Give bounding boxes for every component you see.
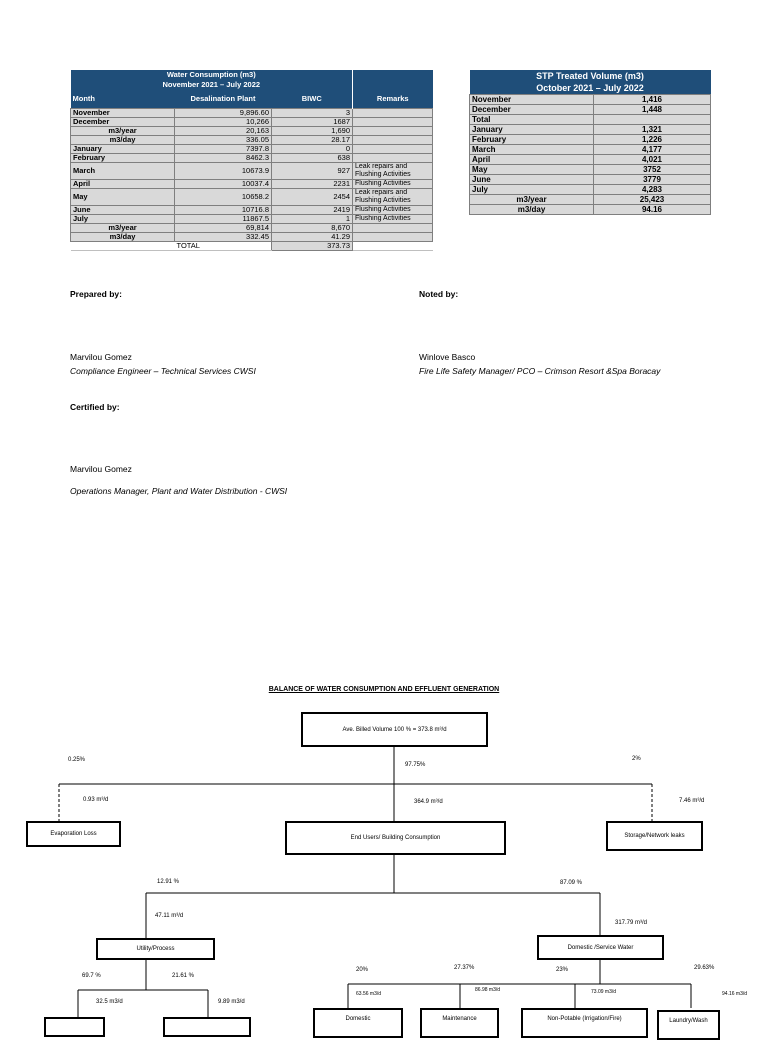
month-cell: m3/day [71, 233, 175, 242]
desalination-cell: 8462.3 [175, 154, 272, 163]
pct-d3-label: 23% [556, 967, 569, 973]
billed-volume-box: Ave. Billed Volume 100 % = 373.8 m³/d [301, 712, 488, 747]
flow-left-label: 0.93 m³/d [83, 797, 109, 803]
non-potable-box: Non-Potable (Irrigation/Fire) [521, 1008, 648, 1038]
water-table-title: Water Consumption (m3) [71, 70, 353, 80]
stp-value-cell: 1,416 [594, 95, 711, 105]
stp-month-cell: May [470, 165, 594, 175]
biwc-cell: 3 [272, 109, 353, 118]
stp-month-cell: March [470, 145, 594, 155]
month-cell: March [71, 163, 175, 180]
biwc-cell: 1687 [272, 118, 353, 127]
desalination-cell: 336.05 [175, 136, 272, 145]
biwc-cell: 41.29 [272, 233, 353, 242]
utility-sub-box-1 [44, 1017, 105, 1037]
pct-left-label: 0.25% [68, 757, 86, 763]
stp-value-cell: 4,283 [594, 185, 711, 195]
desalination-cell: 332.45 [175, 233, 272, 242]
biwc-cell: 8,670 [272, 224, 353, 233]
col-header-biwc: BIWC [272, 90, 353, 109]
remarks-cell: Leak repairs and Flushing Activities [353, 189, 433, 206]
pct-d2-label: 27.37% [454, 965, 475, 971]
prepared-name: Marvilou Gomez [70, 352, 132, 362]
end-users-box: End Users/ Building Consumption [285, 821, 506, 855]
month-cell: May [71, 189, 175, 206]
desalination-cell: 11867.5 [175, 215, 272, 224]
flow-d3-label: 73.09 m3/d [591, 989, 617, 995]
storage-leaks-box: Storage/Network leaks [606, 821, 703, 851]
desalination-cell: 69,814 [175, 224, 272, 233]
biwc-cell: 2231 [272, 180, 353, 189]
pct-d1-label: 20% [356, 967, 369, 973]
flow-d1-label: 63.56 m3/d [356, 991, 382, 997]
maintenance-box: Maintenance [420, 1008, 499, 1038]
flow-right-label: 7.46 m³/d [679, 798, 705, 804]
flow-u1-label: 32.5 m3/d [96, 999, 123, 1005]
noted-by-label: Noted by: [419, 289, 459, 299]
biwc-cell: 927 [272, 163, 353, 180]
domestic-box: Domestic [313, 1008, 403, 1038]
stp-month-cell: January [470, 125, 594, 135]
prepared-by-label: Prepared by: [70, 289, 122, 299]
total-label: TOTAL [175, 242, 272, 251]
month-cell: m3/year [71, 127, 175, 136]
stp-value-cell: 1,226 [594, 135, 711, 145]
biwc-cell: 2454 [272, 189, 353, 206]
month-cell: February [71, 154, 175, 163]
pct-d4-label: 29.63% [694, 965, 715, 971]
pct-domestic-label: 87.09 % [560, 880, 583, 886]
stp-month-cell: July [470, 185, 594, 195]
biwc-cell: 1 [272, 215, 353, 224]
stp-value-cell: 3752 [594, 165, 711, 175]
stp-value-cell: 4,021 [594, 155, 711, 165]
stp-month-cell: June [470, 175, 594, 185]
stp-month-cell: Total [470, 115, 594, 125]
pct-u2-label: 21.61 % [172, 973, 195, 979]
remarks-cell: Flushing Activities [353, 206, 433, 215]
biwc-cell: 0 [272, 145, 353, 154]
stp-month-cell: m3/day [470, 205, 594, 215]
month-cell: m3/year [71, 224, 175, 233]
stp-month-cell: December [470, 105, 594, 115]
flow-u2-label: 9.89 m3/d [218, 999, 245, 1005]
certified-by-label: Certified by: [70, 402, 120, 412]
pct-u1-label: 69.7 % [82, 973, 101, 979]
biwc-cell: 28.17 [272, 136, 353, 145]
flow-d2-label: 86.98 m3/d [475, 987, 501, 993]
remarks-cell: Flushing Activities [353, 180, 433, 189]
month-cell: m3/day [71, 136, 175, 145]
pct-right-label: 2% [632, 756, 641, 762]
remarks-cell: Leak repairs and Flushing Activities [353, 163, 433, 180]
laundry-wash-box: Laundry/Wash [657, 1010, 720, 1040]
utility-process-box: Utility/Process [96, 938, 215, 960]
desalination-cell: 10,266 [175, 118, 272, 127]
prepared-title: Compliance Engineer – Technical Services CWSI [70, 366, 256, 376]
remarks-cell: Flushing Activities [353, 215, 433, 224]
stp-value-cell: 3779 [594, 175, 711, 185]
certified-title: Operations Manager, Plant and Water Distribution - CWSI [70, 486, 288, 496]
certified-name: Marvilou Gomez [70, 464, 132, 474]
stp-table-title: STP Treated Volume (m3) [470, 70, 711, 82]
col-header-remarks: Remarks [353, 90, 433, 109]
flow-d4-label: 94.16 m3/d [722, 991, 748, 997]
stp-month-cell: November [470, 95, 594, 105]
evaporation-loss-box: Evaporation Loss [26, 821, 121, 847]
utility-sub-box-2 [163, 1017, 251, 1037]
month-cell: July [71, 215, 175, 224]
month-cell: November [71, 109, 175, 118]
domestic-service-water-box: Domestic /Service Water [537, 935, 664, 960]
total-value: 373.73 [272, 242, 353, 251]
month-cell: January [71, 145, 175, 154]
month-cell: June [71, 206, 175, 215]
month-cell: April [71, 180, 175, 189]
stp-month-cell: m3/year [470, 195, 594, 205]
stp-month-cell: February [470, 135, 594, 145]
stp-table-period: October 2021 – July 2022 [470, 82, 711, 95]
flow-domestic-label: 317.79 m³/d [615, 920, 648, 926]
stp-value-cell: 4,177 [594, 145, 711, 155]
desalination-cell: 10673.9 [175, 163, 272, 180]
noted-name: Winlove Basco [419, 352, 476, 362]
diagram-title: BALANCE OF WATER CONSUMPTION AND EFFLUENT GENERATION [268, 686, 500, 693]
desalination-cell: 9,896.60 [175, 109, 272, 118]
biwc-cell: 638 [272, 154, 353, 163]
stp-value-cell: 1,448 [594, 105, 711, 115]
stp-month-cell: April [470, 155, 594, 165]
flow-mid-label: 364.9 m³/d [414, 799, 443, 805]
stp-value-cell: 94.16 [594, 205, 711, 215]
desalination-cell: 10037.4 [175, 180, 272, 189]
col-header-month: Month [71, 90, 175, 109]
water-table-period: November 2021 – July 2022 [71, 80, 353, 90]
col-header-desalination: Desalination Plant [175, 90, 272, 109]
desalination-cell: 10716.8 [175, 206, 272, 215]
desalination-cell: 10658.2 [175, 189, 272, 206]
month-cell: December [71, 118, 175, 127]
pct-utility-label: 12.91 % [157, 879, 180, 885]
noted-title: Fire Life Safety Manager/ PCO – Crimson Resort &Spa Boracay [419, 366, 661, 376]
desalination-cell: 7397.8 [175, 145, 272, 154]
pct-mid-label: 97.75% [405, 762, 426, 768]
biwc-cell: 1,690 [272, 127, 353, 136]
stp-value-cell: 25,423 [594, 195, 711, 205]
flow-utility-label: 47.11 m³/d [155, 913, 184, 919]
biwc-cell: 2419 [272, 206, 353, 215]
stp-value-cell: 1,321 [594, 125, 711, 135]
desalination-cell: 20,163 [175, 127, 272, 136]
